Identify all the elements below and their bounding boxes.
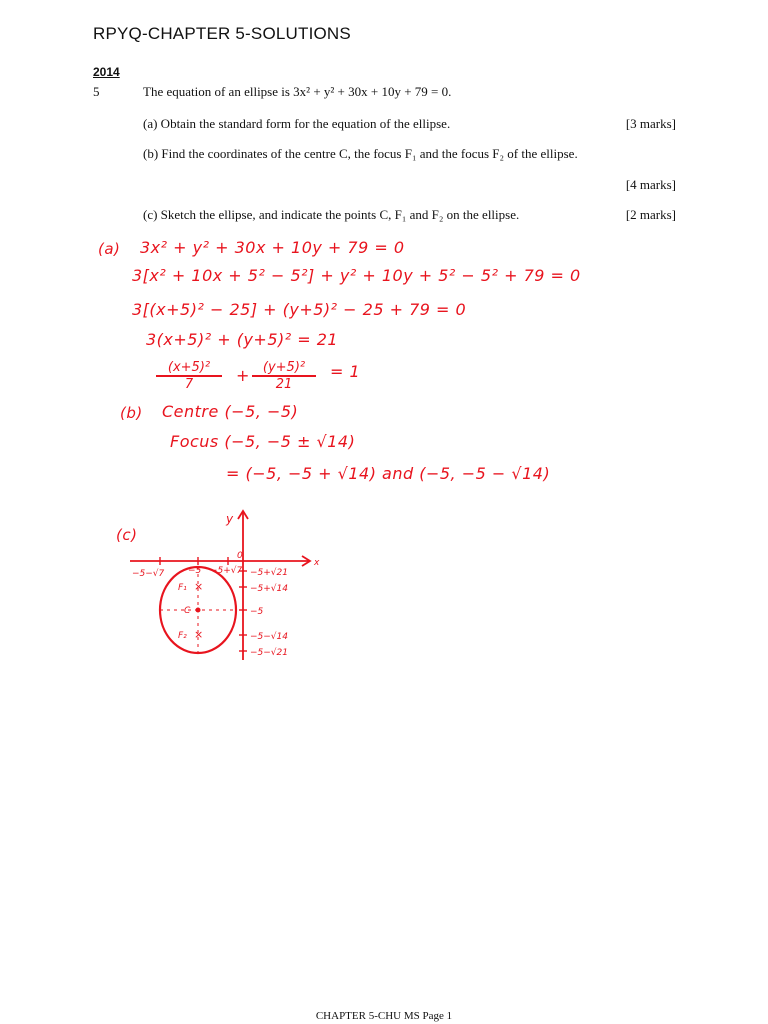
x-tick-centre: −5 <box>188 566 202 576</box>
fraction-x-denominator: 7 <box>184 377 194 392</box>
plus-sign: + <box>236 366 250 385</box>
equals-one: = 1 <box>330 362 361 381</box>
part-a-marks: [3 marks] <box>625 116 676 131</box>
page-footer: CHAPTER 5-CHU MS Page 1 <box>315 1010 453 1022</box>
x-tick-left: −5−√7 <box>132 569 165 579</box>
part-c-marks: [2 marks] <box>625 207 676 222</box>
solution-a-line4: 3(x+5)² + (y+5)² = 21 <box>146 330 339 349</box>
page-title: RPYQ-CHAPTER 5-SOLUTIONS <box>93 24 351 43</box>
focus-f2-marker: × <box>194 628 204 641</box>
solution-b-focus: Focus (−5, −5 ± √14) <box>170 432 356 451</box>
origin-label: 0 <box>237 551 243 561</box>
x-axis-label: x <box>314 558 320 568</box>
solution-a-line2: 3[x² + 10x + 5² − 5²] + y² + 10y + 5² − 5² + 79 = 0 <box>132 266 581 285</box>
fraction-y-denominator: 21 <box>275 377 293 392</box>
y-axis-label: y <box>226 512 234 526</box>
centre-point <box>196 608 201 613</box>
solution-c-label: (c) <box>116 526 138 544</box>
part-b-text: (b) Find the coordinates of the centre C, the focus F₁ and the focus F₂ of the ellipse. <box>143 146 578 161</box>
focus-f2-label: F₂ <box>178 631 187 641</box>
y-tick-upper-focus: −5+√14 <box>250 584 288 594</box>
solution-a-line3: 3[(x+5)² − 25] + (y+5)² − 25 + 79 = 0 <box>132 300 467 319</box>
question-statement: The equation of an ellipse is 3x² + y² + 30x + 10y + 79 = 0. <box>143 84 452 99</box>
x-tick-right: −5+√7 <box>210 566 243 576</box>
fraction-y-numerator: (y+5)² <box>262 360 306 375</box>
ellipse-sketch <box>110 505 330 665</box>
centre-label: C <box>184 606 191 616</box>
part-c-text: (c) Sketch the ellipse, and indicate the points C, F₁ and F₂ on the ellipse. <box>143 207 520 222</box>
solution-a-line1: 3x² + y² + 30x + 10y + 79 = 0 <box>140 238 405 257</box>
y-tick-top: −5+√21 <box>250 568 288 578</box>
part-b-marks: [4 marks] <box>625 177 676 192</box>
y-tick-lower-focus: −5−√14 <box>250 632 288 642</box>
solution-b-centre: Centre (−5, −5) <box>162 402 299 421</box>
fraction-y-term <box>252 360 316 392</box>
part-a-text: (a) Obtain the standard form for the equation of the ellipse. <box>143 116 451 131</box>
solution-b-label: (b) <box>120 404 143 422</box>
y-tick-bottom: −5−√21 <box>250 648 288 658</box>
fraction-x-term <box>156 360 222 392</box>
focus-f1-label: F₁ <box>178 583 187 593</box>
fraction-x-numerator: (x+5)² <box>167 360 211 375</box>
question-number: 5 <box>93 84 100 99</box>
y-tick-centre: −5 <box>250 607 264 617</box>
solution-b-focus-values: = (−5, −5 + √14) and (−5, −5 − √14) <box>226 464 551 483</box>
solution-a-label: (a) <box>98 240 121 258</box>
focus-f1-marker: × <box>194 580 204 593</box>
question-year: 2014 <box>93 65 120 79</box>
